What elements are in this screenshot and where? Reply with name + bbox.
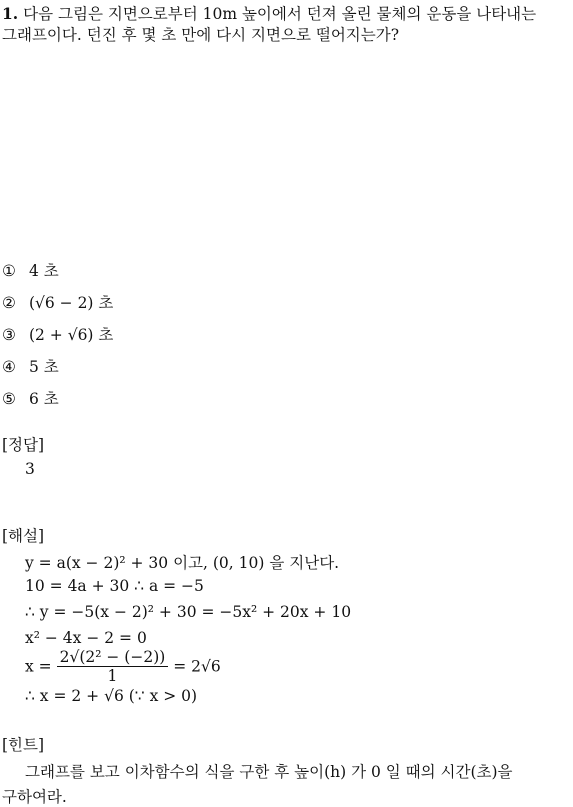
option-1-marker: ① <box>2 262 16 280</box>
question-line-1 <box>2 4 536 24</box>
hint-heading: [힌트] <box>2 736 45 754</box>
hint-line-2: 구하여라. <box>2 788 67 806</box>
explanation-line-2: 10 = 4a + 30 ∴ a = −5 <box>25 577 204 595</box>
option-3[interactable] <box>2 323 113 345</box>
answer-heading: [정답] <box>2 436 45 454</box>
explanation-line-5 <box>25 648 221 685</box>
option-4-text: 5 초 <box>28 358 59 376</box>
option-1-text: 4 초 <box>28 262 59 280</box>
graph-placeholder <box>0 48 573 253</box>
question-text-1: 다음 그림은 지면으로부터 10m 높이에서 던져 올린 물체의 운동을 나타내는 <box>23 5 537 23</box>
question-line-2: 그래프이다. 던진 후 몇 초 만에 다시 지면으로 떨어지는가? <box>2 26 400 44</box>
question-number: 1. <box>2 4 19 23</box>
answer-value: 3 <box>25 460 35 478</box>
fraction-numerator: 2√(2² − (−2)) <box>57 648 169 667</box>
option-4-marker: ④ <box>2 358 16 376</box>
explanation-line-4: x² − 4x − 2 = 0 <box>25 629 147 647</box>
fraction-denominator: 1 <box>107 667 118 685</box>
option-2[interactable] <box>2 291 113 313</box>
option-5[interactable] <box>2 387 59 409</box>
option-5-marker: ⑤ <box>2 390 16 408</box>
option-2-text: (√6 − 2) 초 <box>28 294 114 312</box>
option-3-marker: ③ <box>2 326 16 344</box>
option-4[interactable] <box>2 355 59 377</box>
explanation-line-5-rhs: = 2√6 <box>173 657 221 676</box>
explanation-line-1: y = a(x − 2)² + 30 이고, (0, 10) 을 지난다. <box>25 554 340 572</box>
option-5-text: 6 초 <box>28 390 59 408</box>
option-3-text: (2 + √6) 초 <box>28 326 114 344</box>
explanation-heading: [해설] <box>2 527 45 545</box>
option-2-marker: ② <box>2 294 16 312</box>
explanation-line-3: ∴ y = −5(x − 2)² + 30 = −5x² + 20x + 10 <box>25 603 352 621</box>
option-1[interactable] <box>2 259 59 281</box>
explanation-line-5-lhs: x = <box>25 657 52 676</box>
explanation-line-6: ∴ x = 2 + √6 (∵ x > 0) <box>25 687 198 705</box>
explanation-fraction <box>57 648 169 685</box>
hint-line-1: 그래프를 보고 이차함수의 식을 구한 후 높이(h) 가 0 일 때의 시간(초)을 <box>25 763 513 781</box>
